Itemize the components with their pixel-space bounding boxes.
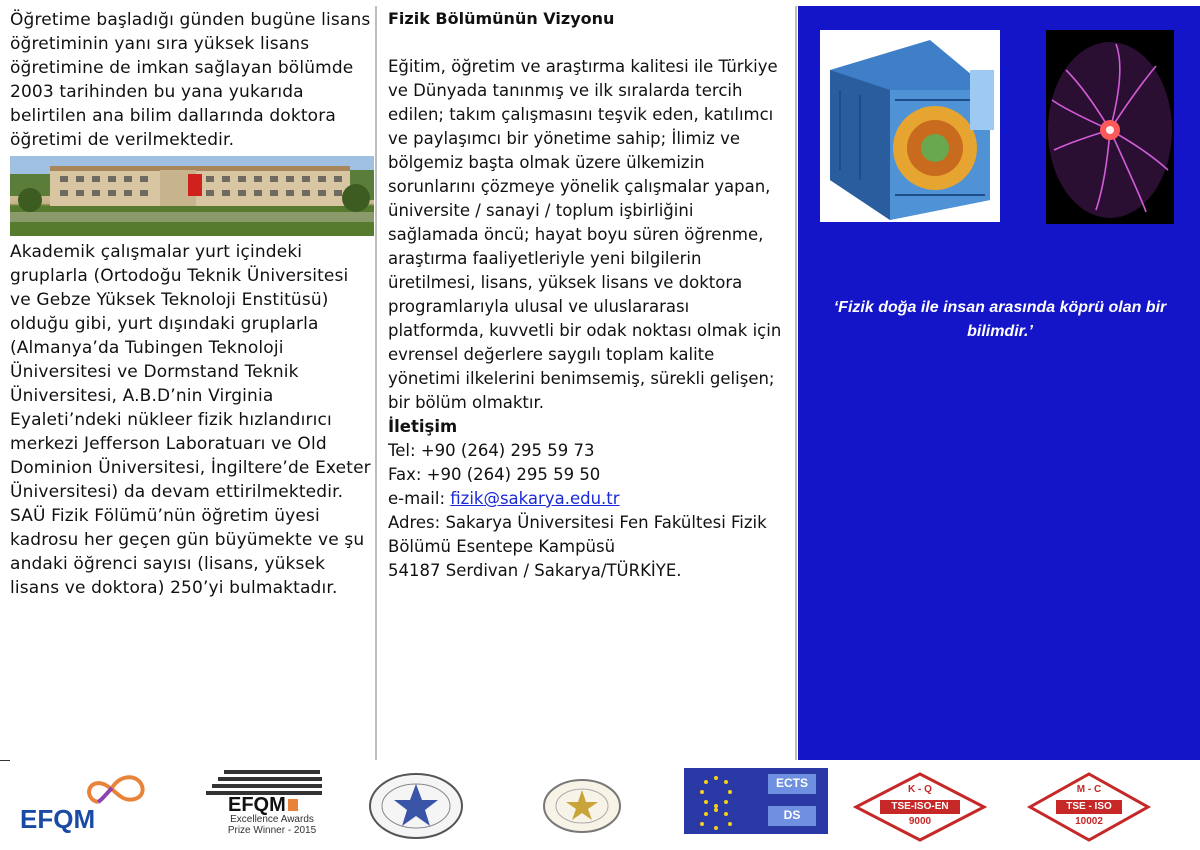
seal-emblem-1 [366,770,466,842]
tse-mc-number: 10002 [1075,816,1103,827]
tse-kq-number: 9000 [908,816,932,827]
contact-postcode: 54187 Serdivan / Sakarya/TÜRKİYE. [388,561,682,580]
email-label: e-mail: [388,489,451,508]
tse-mc-top: M - C [1076,784,1102,795]
campus-building-image [10,156,374,236]
campus-photo [10,156,374,236]
right-panel [798,6,1200,760]
detector-image [820,30,1000,222]
middle-column [388,8,788,583]
ds-text: DS [783,808,801,822]
contact-tel: Tel: +90 (264) 295 59 73 [388,441,595,460]
column-divider-left [375,6,377,760]
efqm-wordmark: EFQM [20,804,96,834]
efqm-award-mark [288,799,298,811]
efqm-award-line2: Prize Winner - 2015 [227,825,317,836]
tse-mc-mid: TSE - ISO [1066,801,1112,812]
contact-email-line [388,487,788,511]
physics-quote: ‘Fizik doğa ile insan arasında köprü olan bir bilimdir.’ [833,299,1167,340]
contact-address: Adres: Sakarya Üniversitesi Fen Fakültesi Fizik Bölümü Esentepe Kampüsü [388,513,767,556]
plasma-globe-image [1046,30,1174,224]
accreditation-logos [0,766,1200,850]
tse-mc-logo [1026,772,1152,842]
left-column [10,8,372,758]
efqm-award-title: EFQM [228,794,286,816]
email-link[interactable]: fizik@sakarya.edu.tr [450,489,620,508]
efqm-award-line1: Excellence Awards [230,814,314,825]
fold-mark [0,760,10,761]
tse-kq-mid: TSE-ISO-EN [891,801,949,812]
contact-title: İletişim [388,417,458,436]
tse-kq-top: K - Q [908,784,932,795]
intro-paragraph: Öğretime başladığı günden bugüne lisans öğretiminin yanı sıra yüksek lisans öğretimine de imkan sağlayan bölümde 2003 tarihinden bu yana yukarıda belirtilen ana bilim dallarında doktora öğretimi de verilmektedir. [10,10,371,150]
efqm-logo [20,770,170,840]
tse-kq-logo [852,772,988,842]
ects-text: ECTS [775,776,808,790]
contact-fax: Fax: +90 (264) 295 59 50 [388,465,601,484]
vision-title: Fizik Bölümünün Vizyonu [388,9,615,28]
vision-text: Eğitim, öğretim ve araştırma kalitesi ile Türkiye ve Dünyada tanınmış ve ilk sıralarda tercih edilen; takım çalışmasını teşvik eden, katılımcı ve paylaşımcı bir yönetime sahip; İlimiz ve bölgemiz başta olmak üzere ülkemizin sorunlarını çözmeye yönelik çalışmalar yapan, üniversite / sanayi / toplum işbirliğini sağlamada öncü; hayat boyu süren öğrenme, araştırma faaliyetleriyle yeni bilgilerin üretilmesi, lisans, yüksek lisans ve doktora programlarıyla ulusal ve uluslararası platformda, kuvvetli bir odak noktası olmak için evrensel değerlere saygılı toplam kalite yönetimi ilkelerini benimsemiş, sürekli gelişen; bir bölüm olmaktır. [388,57,782,412]
ects-ds-label [684,768,828,834]
column-divider-right [795,6,797,760]
academic-collaboration-paragraph: Akademik çalışmalar yurt içindeki gruplarla (Ortodoğu Teknik Üniversitesi ve Gebze Yüksek Teknoloji Enstitüsü) olduğu gibi, yurt dışındaki gruplarla (Almanya’da Tubingen Teknoloji Üniversitesi ve Dormstand Teknik Üniversitesi, A.B.D’nin Virginia Eyaleti’ndeki nükleer fizik hızlandırıcı merkezi Jefferson Laboratuarı ve Old Dominion Üniversitesi, İngiltere’de Exeter Üniversitesi) da devam ettirilmektedir. SAÜ Fizik Fölümü’nün öğretim üyesi kadrosu her geçen gün büyümekte ve şu andaki öğrenci sayısı (lisans, yüksek lisans ve doktora) 250’yi bulmaktadır. [10,242,371,598]
efqm-award-logo [188,768,338,844]
seal-emblem-2 [540,774,624,838]
